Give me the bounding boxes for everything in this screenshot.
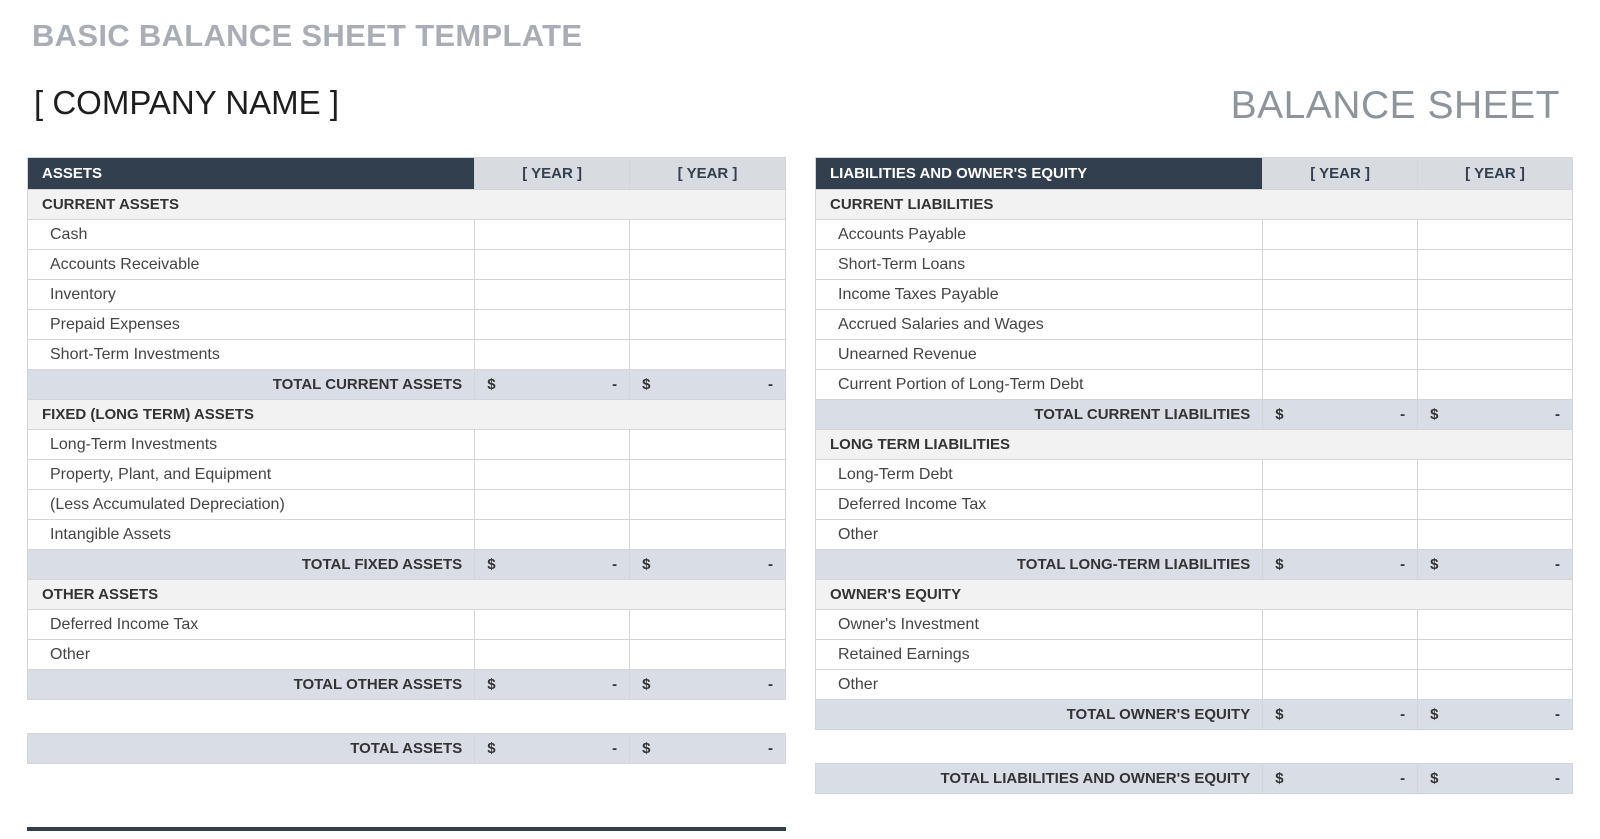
total-amount: $ -	[475, 550, 630, 580]
table-row	[28, 490, 786, 520]
amount-cell[interactable]	[630, 250, 786, 280]
amount-cell[interactable]	[475, 610, 630, 640]
liabilities-table	[815, 157, 1573, 794]
total-liabilities-equity-row	[816, 764, 1573, 794]
total-amount: $ -	[475, 734, 630, 764]
company-name[interactable]: [ COMPANY NAME ]	[34, 84, 339, 121]
amount-cell[interactable]	[1418, 490, 1573, 520]
amount-cell[interactable]	[1418, 520, 1573, 550]
amount-cell[interactable]	[1418, 250, 1573, 280]
table-row	[816, 520, 1573, 550]
amount-cell[interactable]	[475, 280, 630, 310]
amount-cell[interactable]	[630, 280, 786, 310]
amount-cell[interactable]	[1418, 460, 1573, 490]
section-header: FIXED (LONG TERM) ASSETS	[28, 400, 786, 430]
table-row	[816, 370, 1573, 400]
table-row	[28, 220, 786, 250]
year-header[interactable]: [ YEAR ]	[1263, 158, 1418, 190]
amount-cell[interactable]	[630, 220, 786, 250]
amount-cell[interactable]	[1263, 370, 1418, 400]
table-row	[816, 490, 1573, 520]
table-row	[816, 250, 1573, 280]
amount-cell[interactable]	[1418, 640, 1573, 670]
total-amount: $ -	[1263, 550, 1418, 580]
row-label: Deferred Income Tax	[816, 490, 1263, 520]
amount-cell[interactable]	[1263, 490, 1418, 520]
total-amount: $ -	[1263, 764, 1418, 794]
amount-cell[interactable]	[1418, 280, 1573, 310]
table-row	[28, 340, 786, 370]
total-amount: $ -	[630, 670, 786, 700]
amount-cell[interactable]	[630, 460, 786, 490]
row-label: Long-Term Debt	[816, 460, 1263, 490]
total-assets-row	[28, 734, 786, 764]
total-label: TOTAL OTHER ASSETS	[28, 670, 475, 700]
total-amount: $ -	[1418, 400, 1573, 430]
amount-cell[interactable]	[1418, 220, 1573, 250]
row-label: Accrued Salaries and Wages	[816, 310, 1263, 340]
liabilities-header-row	[816, 158, 1573, 190]
assets-header: ASSETS	[28, 158, 475, 190]
table-row	[28, 280, 786, 310]
row-label: Retained Earnings	[816, 640, 1263, 670]
row-label: Short-Term Investments	[28, 340, 475, 370]
row-label: Other	[28, 640, 475, 670]
table-row	[816, 640, 1573, 670]
amount-cell[interactable]	[1418, 370, 1573, 400]
table-row	[28, 310, 786, 340]
total-amount: $ -	[1263, 700, 1418, 730]
amount-cell[interactable]	[630, 430, 786, 460]
total-amount: $ -	[475, 670, 630, 700]
row-label: Unearned Revenue	[816, 340, 1263, 370]
amount-cell[interactable]	[630, 310, 786, 340]
total-amount: $ -	[630, 734, 786, 764]
total-label: TOTAL LONG-TERM LIABILITIES	[816, 550, 1263, 580]
table-row	[28, 430, 786, 460]
row-label: Intangible Assets	[28, 520, 475, 550]
total-amount: $ -	[1418, 550, 1573, 580]
row-label: Owner's Investment	[816, 610, 1263, 640]
amount-cell[interactable]	[1263, 310, 1418, 340]
table-row	[816, 340, 1573, 370]
amount-cell[interactable]	[1418, 310, 1573, 340]
grand-total-label: TOTAL ASSETS	[28, 734, 475, 764]
table-row	[816, 610, 1573, 640]
amount-cell[interactable]	[630, 640, 786, 670]
amount-cell[interactable]	[475, 460, 630, 490]
amount-cell[interactable]	[475, 430, 630, 460]
row-label: Accounts Payable	[816, 220, 1263, 250]
row-label: Cash	[28, 220, 475, 250]
amount-cell[interactable]	[1263, 610, 1418, 640]
total-amount: $ -	[475, 370, 630, 400]
amount-cell[interactable]	[1418, 610, 1573, 640]
row-label: Other	[816, 520, 1263, 550]
table-row	[816, 460, 1573, 490]
table-row	[28, 610, 786, 640]
total-label: TOTAL CURRENT LIABILITIES	[816, 400, 1263, 430]
section-header: LONG TERM LIABILITIES	[816, 430, 1573, 460]
row-label: Income Taxes Payable	[816, 280, 1263, 310]
amount-cell[interactable]	[1418, 340, 1573, 370]
total-fixed-assets-row	[28, 550, 786, 580]
amount-cell[interactable]	[1263, 640, 1418, 670]
amount-cell[interactable]	[1263, 280, 1418, 310]
amount-cell[interactable]	[475, 250, 630, 280]
table-row	[28, 460, 786, 490]
total-amount: $ -	[1418, 700, 1573, 730]
amount-cell[interactable]	[630, 610, 786, 640]
total-current-liabilities-row	[816, 400, 1573, 430]
assets-table	[27, 157, 786, 764]
amount-cell[interactable]	[1263, 340, 1418, 370]
amount-cell[interactable]	[1263, 670, 1418, 700]
section-header: OWNER'S EQUITY	[816, 580, 1573, 610]
row-label: Deferred Income Tax	[28, 610, 475, 640]
liabilities-header: LIABILITIES AND OWNER'S EQUITY	[816, 158, 1263, 190]
row-label: Accounts Receivable	[28, 250, 475, 280]
row-label: (Less Accumulated Depreciation)	[28, 490, 475, 520]
total-amount: $ -	[630, 370, 786, 400]
amount-cell[interactable]	[475, 520, 630, 550]
section-header: CURRENT LIABILITIES	[816, 190, 1573, 220]
total-amount: $ -	[1418, 764, 1573, 794]
total-other-assets-row	[28, 670, 786, 700]
amount-cell[interactable]	[475, 490, 630, 520]
year-header[interactable]: [ YEAR ]	[475, 158, 630, 190]
table-row	[816, 220, 1573, 250]
total-label: TOTAL OWNER'S EQUITY	[816, 700, 1263, 730]
sheet-label: BALANCE SHEET	[1230, 84, 1560, 127]
table-row	[28, 520, 786, 550]
amount-cell[interactable]	[1418, 670, 1573, 700]
total-long-term-liabilities-row	[816, 550, 1573, 580]
total-label: TOTAL CURRENT ASSETS	[28, 370, 475, 400]
page-title: BASIC BALANCE SHEET TEMPLATE	[32, 18, 583, 53]
table-row	[28, 640, 786, 670]
row-label: Current Portion of Long-Term Debt	[816, 370, 1263, 400]
total-label: TOTAL FIXED ASSETS	[28, 550, 475, 580]
amount-cell[interactable]	[630, 340, 786, 370]
table-row	[28, 250, 786, 280]
row-label: Prepaid Expenses	[28, 310, 475, 340]
total-current-assets-row	[28, 370, 786, 400]
year-header[interactable]: [ YEAR ]	[630, 158, 786, 190]
row-label: Other	[816, 670, 1263, 700]
amount-cell[interactable]	[630, 520, 786, 550]
amount-cell[interactable]	[475, 310, 630, 340]
amount-cell[interactable]	[475, 640, 630, 670]
total-amount: $ -	[1263, 400, 1418, 430]
row-label: Long-Term Investments	[28, 430, 475, 460]
row-label: Short-Term Loans	[816, 250, 1263, 280]
section-header: OTHER ASSETS	[28, 580, 786, 610]
table-row	[816, 280, 1573, 310]
table-row	[816, 670, 1573, 700]
row-label: Inventory	[28, 280, 475, 310]
amount-cell[interactable]	[1263, 520, 1418, 550]
amount-cell[interactable]	[475, 220, 630, 250]
amount-cell[interactable]	[1263, 460, 1418, 490]
amount-cell[interactable]	[1263, 250, 1418, 280]
assets-header-row	[28, 158, 786, 190]
row-label: Property, Plant, and Equipment	[28, 460, 475, 490]
amount-cell[interactable]	[1263, 220, 1418, 250]
total-owners-equity-row	[816, 700, 1573, 730]
amount-cell[interactable]	[630, 490, 786, 520]
total-amount: $ -	[630, 550, 786, 580]
footer-divider	[27, 827, 786, 831]
table-row	[816, 310, 1573, 340]
year-header[interactable]: [ YEAR ]	[1418, 158, 1573, 190]
amount-cell[interactable]	[475, 340, 630, 370]
grand-total-label: TOTAL LIABILITIES AND OWNER'S EQUITY	[816, 764, 1263, 794]
section-header: CURRENT ASSETS	[28, 190, 786, 220]
